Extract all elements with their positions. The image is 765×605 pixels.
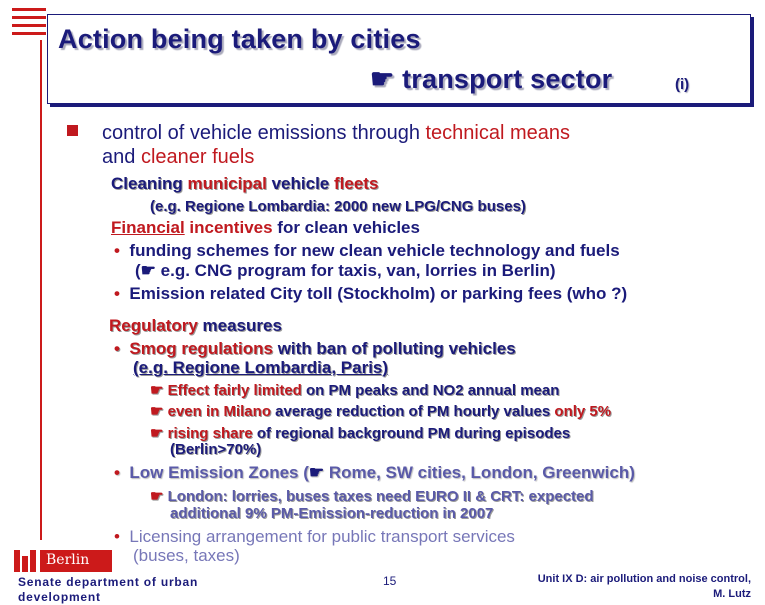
effect-item-1: ☛ Effect fairly limited on PM peaks and NO2 annual mean bbox=[150, 382, 560, 399]
licensing-cont: (buses, taxes) bbox=[133, 546, 240, 565]
effect-item-3: ☛ rising share of regional background PM during episodes bbox=[150, 425, 571, 442]
left-rule bbox=[40, 40, 42, 540]
lez-london: ☛ London: lorries, buses taxes need EURO II & CRT: expected bbox=[150, 488, 594, 505]
cleaning-heading: Cleaning municipal vehicle fleets bbox=[111, 174, 379, 193]
corner-decoration bbox=[12, 2, 48, 50]
main-bullet-text: control of vehicle emissions through technical means and cleaner fuels bbox=[102, 122, 571, 168]
pointing-hand-icon: ☛ bbox=[150, 403, 164, 420]
footer-department: Senate department of urban development bbox=[18, 575, 199, 604]
licensing-item: • Licensing arrangement for public transport services bbox=[114, 527, 515, 546]
page-number: 15 bbox=[383, 574, 397, 588]
pointing-hand-icon: ☛ bbox=[140, 261, 156, 280]
page-title: Action being taken by cities bbox=[58, 24, 421, 54]
effect-item-3-cont: (Berlin>70%) bbox=[170, 441, 262, 458]
financial-heading: Financial incentives for clean vehicles bbox=[111, 218, 420, 237]
financial-item-1: • funding schemes for new clean vehicle technology and fuels bbox=[114, 241, 620, 260]
title-part-label: (i) bbox=[675, 76, 690, 93]
financial-item-2: • Emission related City toll (Stockholm) or parking fees (who ?) bbox=[114, 284, 628, 303]
financial-item-1-example: (☛ e.g. CNG program for taxis, van, lorries in Berlin) bbox=[135, 261, 556, 280]
cleaning-example: (e.g. Regione Lombardia: 2000 new LPG/CNG buses) bbox=[150, 198, 526, 215]
lez-item: • Low Emission Zones (☛ Rome, SW cities, London, Greenwich) bbox=[114, 463, 635, 482]
pointing-hand-icon: ☛ bbox=[370, 64, 395, 94]
lez-london-cont: additional 9% PM-Emission-reduction in 2007 bbox=[170, 505, 494, 522]
smog-item: • Smog regulations with ban of polluting vehicles bbox=[114, 339, 516, 358]
pointing-hand-icon: ☛ bbox=[150, 425, 164, 442]
pointing-hand-icon: ☛ bbox=[150, 488, 164, 505]
square-bullet-icon bbox=[67, 125, 78, 136]
effect-item-2: ☛ even in Milano average reduction of PM hourly values only 5% bbox=[150, 403, 612, 420]
pointing-hand-icon: ☛ bbox=[308, 463, 325, 482]
berlin-logo: Berlin bbox=[14, 550, 112, 572]
smog-example: (e.g. Regione Lombardia, Paris) bbox=[133, 358, 389, 377]
page-subtitle: ☛ transport sector bbox=[370, 64, 613, 94]
regulatory-heading: Regulatory measures bbox=[109, 316, 282, 335]
footer-unit: Unit IX D: air pollution and noise control, M. Lutz bbox=[537, 573, 751, 600]
pointing-hand-icon: ☛ bbox=[150, 382, 164, 399]
